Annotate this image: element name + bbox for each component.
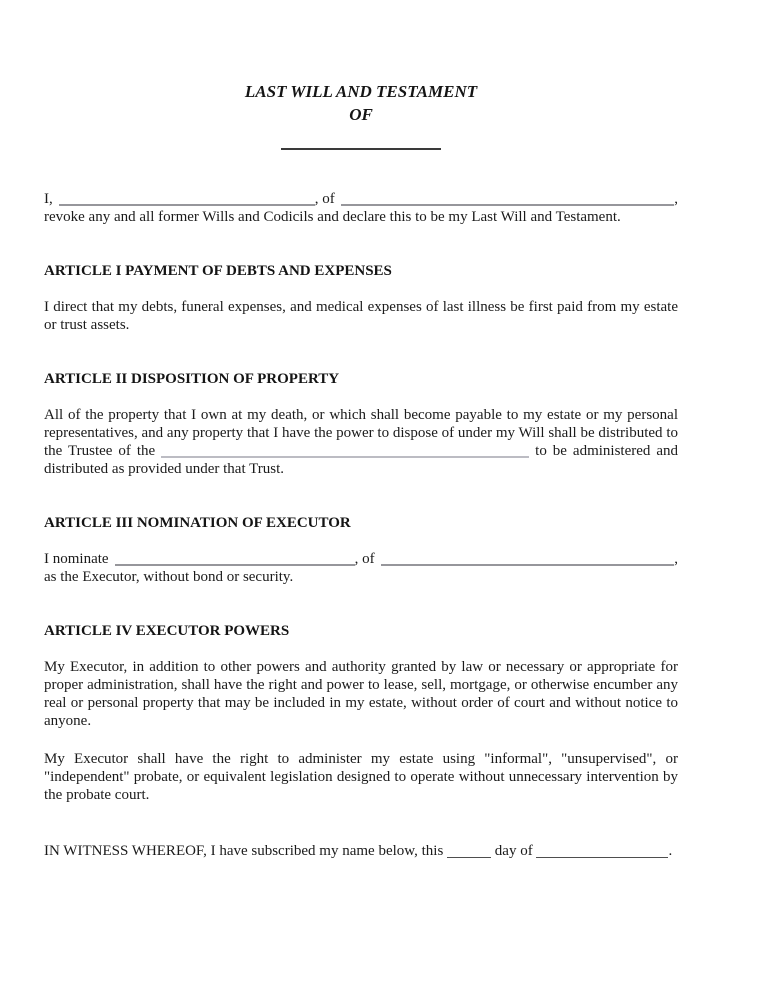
document-title xyxy=(44,80,678,126)
article2-heading: ARTICLE II DISPOSITION OF PROPERTY xyxy=(44,371,340,387)
article2-text-after-blank: to be administered and distributed as provided under that Trust. xyxy=(44,443,679,477)
testator-name-blank xyxy=(281,148,441,150)
opening-connector: , of xyxy=(314,191,335,207)
executor-residence-field xyxy=(381,564,675,566)
article3-line1 xyxy=(44,550,678,568)
trust-name-field xyxy=(161,444,529,458)
witness-month-field xyxy=(536,845,668,858)
witness-clause xyxy=(44,842,678,860)
article3-trailing-comma: , xyxy=(674,551,678,567)
witness-period: . xyxy=(668,843,673,859)
opening-paragraph-line2: revoke any and all former Wills and Codicils and declare this to be my Last Will and Testament. xyxy=(44,209,621,225)
article3-lead: I nominate xyxy=(44,551,109,567)
opening-paragraph-line1 xyxy=(44,190,678,208)
article1-heading: ARTICLE I PAYMENT OF DEBTS AND EXPENSES xyxy=(44,263,392,279)
article3-connector: , of xyxy=(354,551,375,567)
article4-para1: My Executor, in addition to other powers and authority granted by law or necessary or appropriate for proper administration, shall have the right and power to lease, sell, mortgage, or otherwise encumber any real or personal property that may be included in my estate, without order of court and without notice to anyone. xyxy=(44,659,678,729)
article2-body xyxy=(44,406,678,478)
article3-line2: as the Executor, without bond or security. xyxy=(44,569,294,585)
executor-name-field xyxy=(115,564,355,566)
opening-lead: I, xyxy=(44,191,53,207)
opening-trailing-comma: , xyxy=(674,191,678,207)
witness-day-field xyxy=(447,845,491,858)
article4-para2: My Executor shall have the right to administer my estate using "informal", "unsupervised", or "independent" probate, or equivalent legislation designed to operate without unnecessary intervention by the probate court. xyxy=(44,751,678,803)
title-line-2: OF xyxy=(349,105,373,124)
title-line-1: LAST WILL AND TESTAMENT xyxy=(244,82,478,101)
testator-residence-field xyxy=(341,204,675,206)
witness-text-before-day: IN WITNESS WHEREOF, I have subscribed my name below, this xyxy=(44,843,444,859)
witness-text-day-of: day of xyxy=(494,843,533,859)
article3-heading: ARTICLE III NOMINATION OF EXECUTOR xyxy=(44,515,351,531)
article4-heading: ARTICLE IV EXECUTOR POWERS xyxy=(44,623,290,639)
article2-text-before-blank: All of the property that I own at my death, or which shall become payable to my estate or my personal representatives, and any property that I have the power to dispose of under my Will shall be distributed to the Trustee of the xyxy=(44,407,678,459)
article1-body: I direct that my debts, funeral expenses, and medical expenses of last illness be first paid from my estate or trust assets. xyxy=(44,299,678,333)
testator-name-field xyxy=(59,204,315,206)
